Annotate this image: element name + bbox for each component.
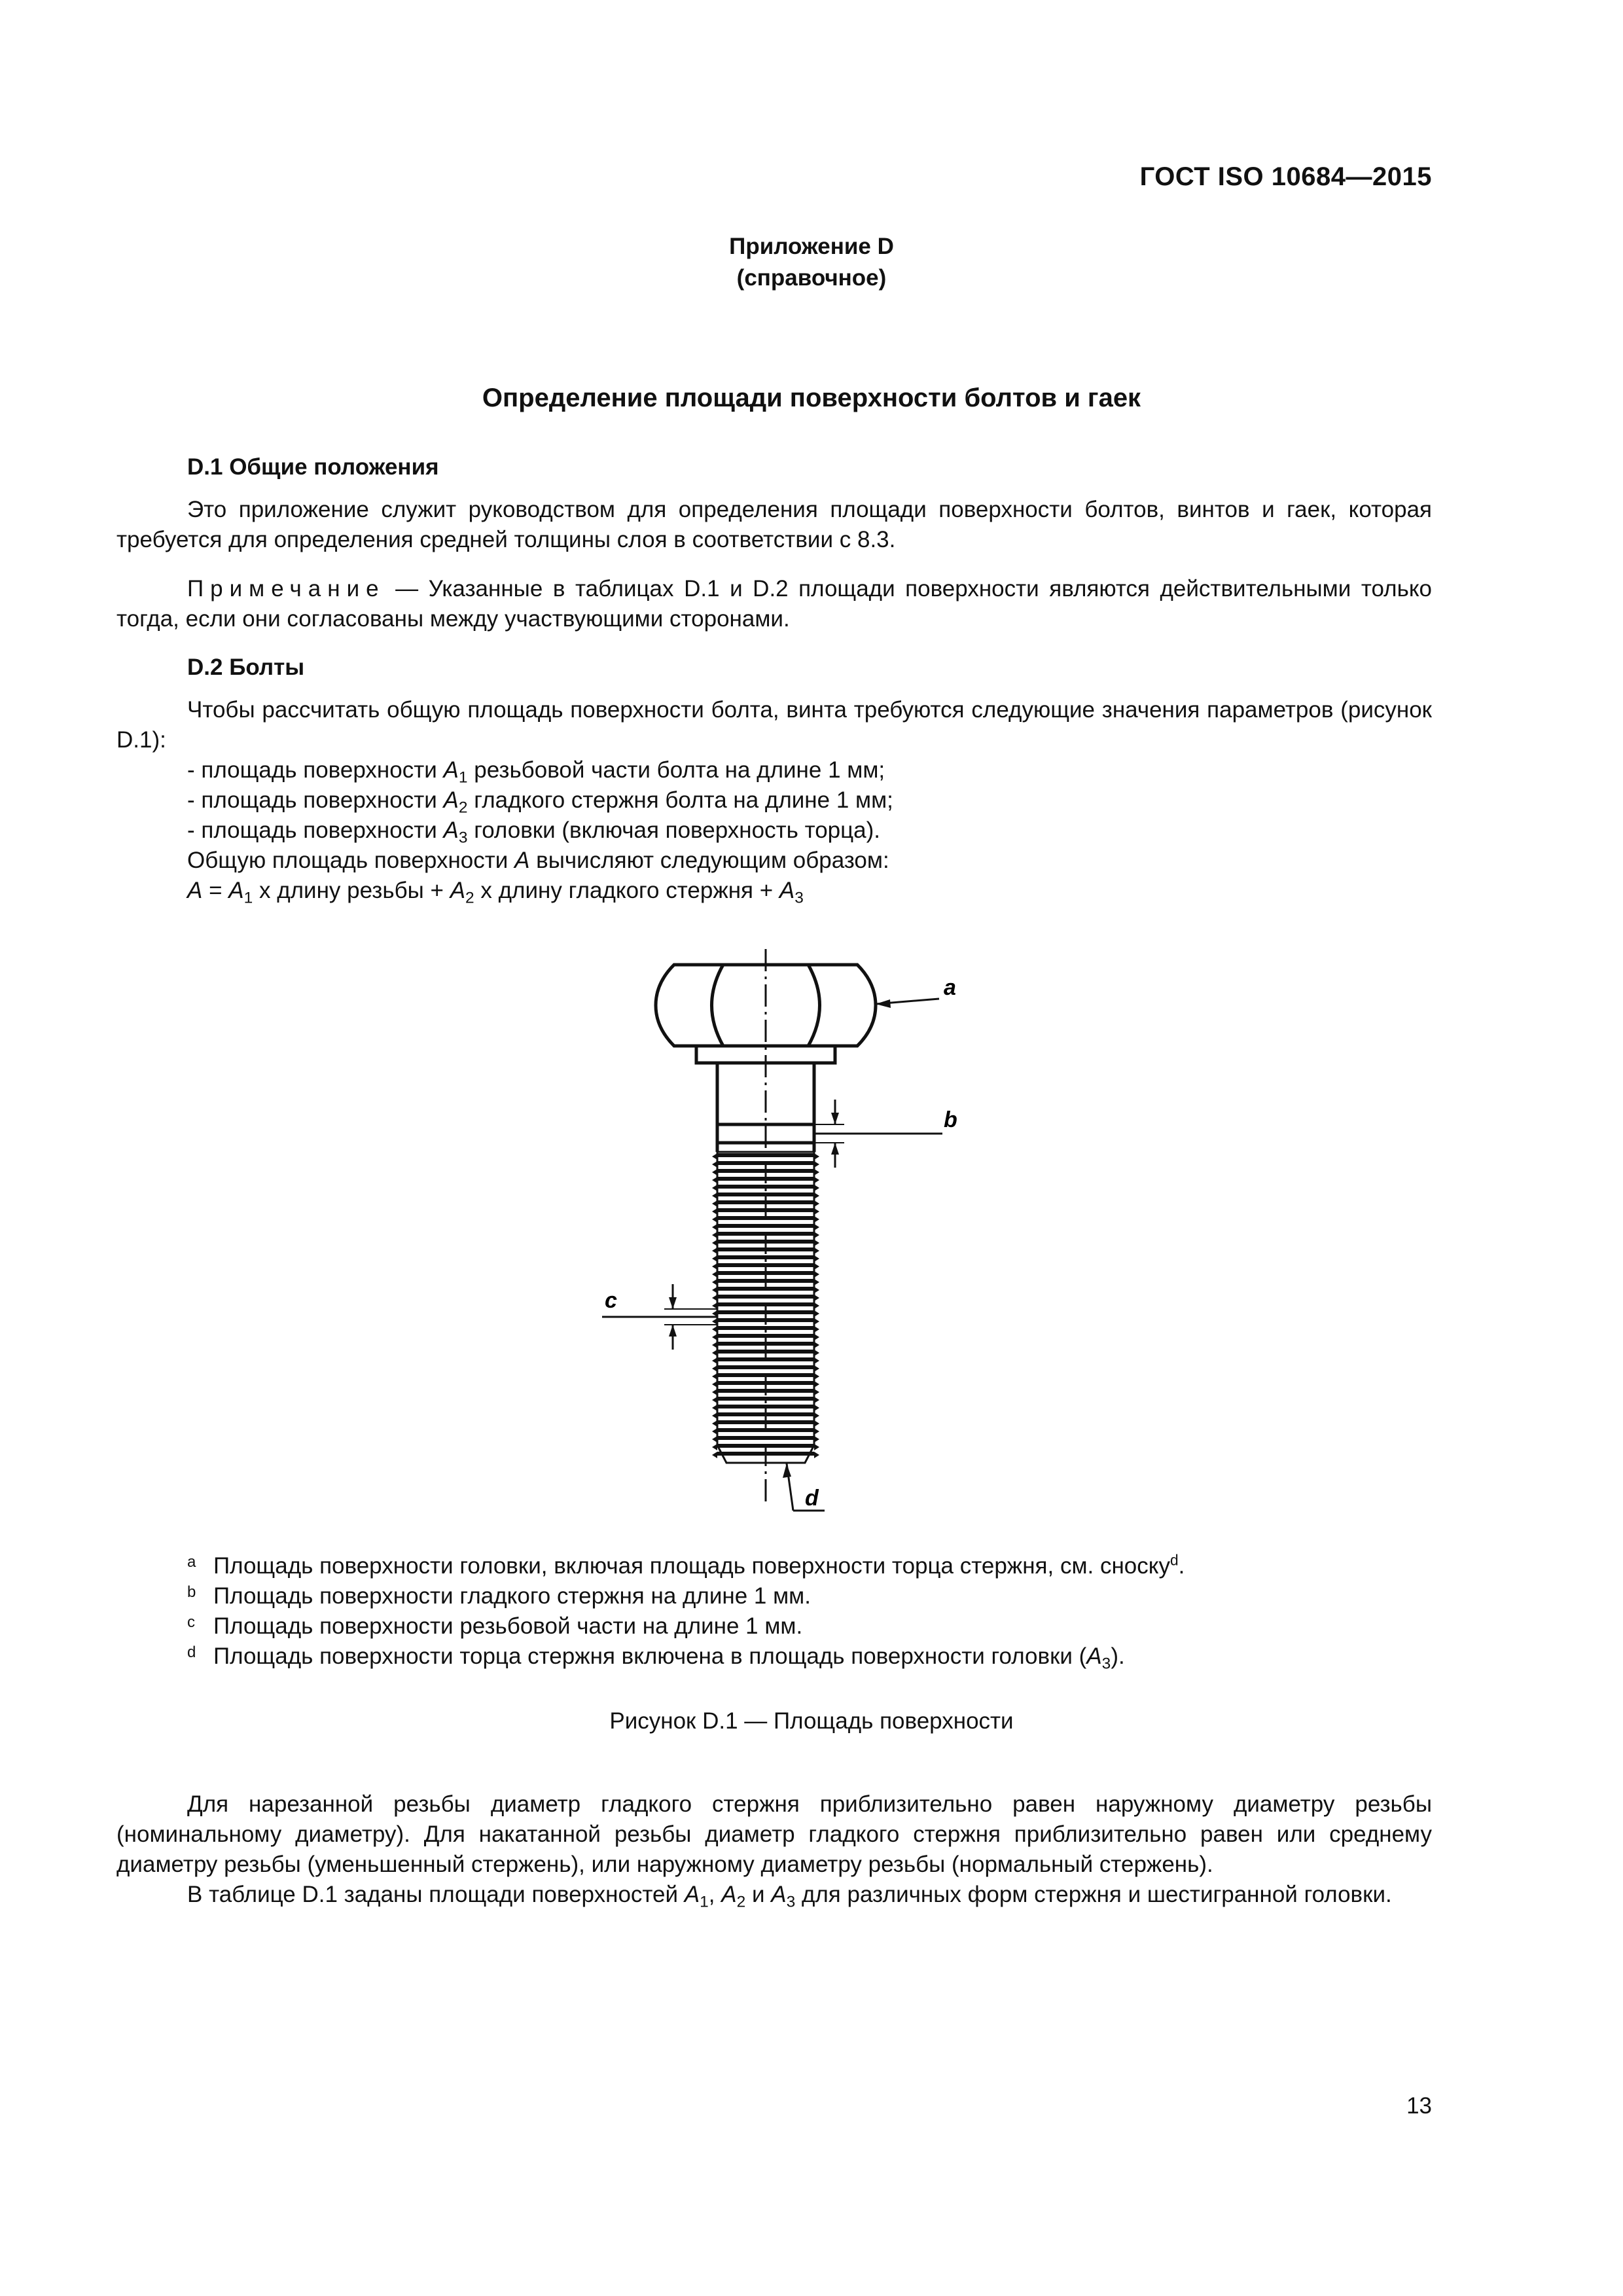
thread-crest — [712, 1208, 717, 1215]
thread-crest — [814, 1247, 819, 1254]
thread-crest — [712, 1428, 717, 1435]
thread-crest — [712, 1397, 717, 1403]
annex-heading — [0, 231, 1623, 294]
thread-crest — [712, 1412, 717, 1419]
thread-crest — [814, 1405, 819, 1411]
thread-crest — [712, 1350, 717, 1356]
thread-crest — [814, 1342, 819, 1348]
note-label: Примечание — [187, 576, 385, 601]
thread-crest — [814, 1397, 819, 1403]
thread-crest — [712, 1436, 717, 1443]
label-c: c — [605, 1288, 617, 1313]
thread-crest — [712, 1169, 717, 1175]
thread-crest — [712, 1279, 717, 1285]
thread-crest — [712, 1216, 717, 1223]
thread-crest — [814, 1295, 819, 1301]
footnote-d: d Площадь поверхности торца стержня включена в площадь поверхности головки $(A_3)$. — [187, 1643, 1125, 1673]
thread-crest — [712, 1405, 717, 1411]
thread-crest — [814, 1302, 819, 1309]
thread-tooth — [717, 1405, 814, 1408]
annex-subtitle: (справочное) — [736, 265, 887, 291]
thread-tooth — [717, 1263, 814, 1267]
thread-crest — [712, 1193, 717, 1199]
thread-crest — [814, 1350, 819, 1356]
thread-crest — [712, 1153, 717, 1160]
thread-crest — [712, 1255, 717, 1262]
list-item: - площадь поверхности $A_1$ резьбовой части болта на длине 1 мм; — [187, 757, 885, 787]
thread-crest — [814, 1436, 819, 1443]
thread-crest — [814, 1373, 819, 1380]
thread-crest — [814, 1240, 819, 1246]
thread-crest — [712, 1342, 717, 1348]
thread-crest — [712, 1420, 717, 1427]
thread-crest — [712, 1302, 717, 1309]
calc-intro: Общую площадь поверхности A вычисляют следующим образом: — [187, 848, 889, 873]
thread-crest — [814, 1255, 819, 1262]
list-item: - площадь поверхности $A_3$ головки (включая поверхность торца). — [187, 817, 881, 847]
thread-crest — [814, 1263, 819, 1270]
thread-crest — [712, 1240, 717, 1246]
paragraph-shank-diameter: Для нарезанной резьбы диаметр гладкого стержня приблизительно равен наружному диаметру резьбы (номинальному диаметру). Для накатанной резьбы диаметр гладкого стержня приблизительно равен или среднему диаметру резьбы (уменьшенный стержень), или наружному диаметру резьбы (нормальный стержень). — [116, 1791, 1432, 1877]
footnote-c: c Площадь поверхности резьбовой части на длине 1 мм. — [187, 1613, 803, 1639]
thread-crest — [814, 1444, 819, 1450]
bolt-figure — [563, 942, 1021, 1545]
thread-crest — [712, 1177, 717, 1183]
thread-crest — [712, 1452, 717, 1458]
figure-caption: Рисунок D.1 — Площадь поверхности — [609, 1708, 1014, 1734]
thread-crest — [712, 1287, 717, 1293]
thread-tooth — [717, 1334, 814, 1338]
thread-crest — [814, 1452, 819, 1458]
thread-crest — [814, 1169, 819, 1175]
thread-tooth — [717, 1326, 814, 1330]
thread-crest — [814, 1208, 819, 1215]
thread-crest — [814, 1420, 819, 1427]
thread-crest — [814, 1389, 819, 1395]
thread-tooth — [717, 1397, 814, 1401]
document-id: ГОСТ ISO 10684—2015 — [1139, 162, 1432, 191]
thread-crest — [712, 1326, 717, 1333]
thread-crest — [814, 1271, 819, 1278]
thread-crest — [814, 1232, 819, 1238]
thread-crest — [814, 1153, 819, 1160]
thread-crest — [712, 1365, 717, 1372]
thread-crest — [814, 1428, 819, 1435]
thread-crest — [814, 1318, 819, 1325]
label-a: a — [944, 975, 956, 1000]
formula: $A = A_1$ х длину резьбы + $A_2$ х длину гладкого стержня + $A_3$ — [187, 878, 804, 907]
thread-crest — [712, 1247, 717, 1254]
thread-crest — [814, 1161, 819, 1168]
thread-crest — [814, 1200, 819, 1207]
thread-crest — [712, 1381, 717, 1388]
thread-crest — [712, 1263, 717, 1270]
thread-crest — [814, 1224, 819, 1230]
thread-crest — [712, 1161, 717, 1168]
thread-crest — [814, 1216, 819, 1223]
thread-crest — [712, 1232, 717, 1238]
thread-crest — [814, 1279, 819, 1285]
thread-crest — [814, 1177, 819, 1183]
thread-crest — [712, 1357, 717, 1364]
thread-crest — [814, 1412, 819, 1419]
label-d: d — [805, 1486, 819, 1511]
paragraph-general: Это приложение служит руководством для определения площади поверхности болтов, винтов и гаек, которая требуется для определения средней толщины слоя в соответствии с 8.3. — [116, 497, 1432, 552]
thread-crest — [814, 1357, 819, 1364]
thread-crest — [814, 1185, 819, 1191]
thread-crest — [712, 1200, 717, 1207]
page-title: Определение площади поверхности болтов и гаек — [482, 384, 1141, 412]
list-item: - площадь поверхности $A_2$ гладкого стержня болта на длине 1 мм; — [187, 787, 893, 817]
thread-crest — [712, 1185, 717, 1191]
thread-crest — [814, 1365, 819, 1372]
thread-crest — [712, 1444, 717, 1450]
thread-tooth — [717, 1193, 814, 1196]
label-b: b — [944, 1107, 957, 1132]
paragraph-table-ref: В таблице D.1 заданы площади поверхностей $A_1$, $A_2$ и $A_3$ для различных форм стержня и шестигранной головки. — [187, 1882, 1392, 1911]
thread-crest — [712, 1295, 717, 1301]
note-paragraph — [116, 574, 1432, 634]
note-text: — Указанные в таблицах D.1 и D.2 площади поверхности являются действительными только тогда, если они согласованы между участвующими сторонами. — [116, 576, 1432, 632]
thread-tooth — [717, 1255, 814, 1259]
thread-crest — [712, 1389, 717, 1395]
thread-crest — [712, 1373, 717, 1380]
thread-crest — [814, 1310, 819, 1317]
thread-crest — [814, 1193, 819, 1199]
footnote-b: b Площадь поверхности гладкого стержня на длине 1 мм. — [187, 1583, 811, 1609]
section-heading-d2: D.2 Болты — [187, 655, 305, 680]
thread-crest — [814, 1334, 819, 1340]
thread-crest — [814, 1381, 819, 1388]
thread-crest — [712, 1334, 717, 1340]
bolt-drawing — [563, 942, 1021, 1545]
section-heading-d1: D.1 Общие положения — [187, 454, 439, 480]
thread-crest — [712, 1318, 717, 1325]
annex-title: Приложение D — [729, 234, 894, 259]
thread-tooth — [717, 1185, 814, 1189]
thread-crest — [814, 1326, 819, 1333]
thread-crest — [814, 1287, 819, 1293]
thread-crest — [712, 1271, 717, 1278]
thread-crest — [712, 1224, 717, 1230]
paragraph-bolts: Чтобы рассчитать общую площадь поверхности болта, винта требуются следующие значения параметров (рисунок D.1): — [116, 697, 1432, 753]
page-number: 13 — [1406, 2093, 1432, 2119]
footnote-a: a Площадь поверхности головки, включая площадь поверхности торца стержня, см. сноску$^d$. — [187, 1551, 1185, 1579]
